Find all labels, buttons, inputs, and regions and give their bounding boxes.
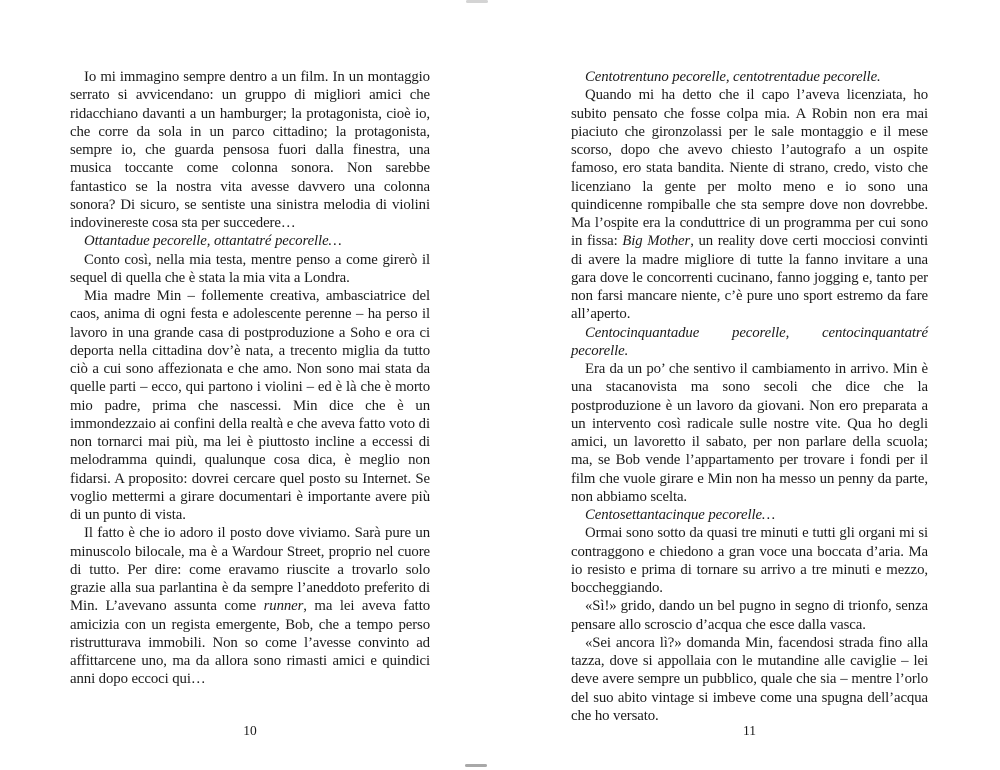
paragraph: «Sei ancora lì?» domanda Min, facendosi strada fino alla tazza, dove si appollaia con le mutandine alle caviglie – lei deve avere sempre un pubblico, quale che sia – mentre l’orlo del suo abito vintage si imbeve come una spugna dell’acqua che ho versato. <box>571 634 928 724</box>
paragraph: Il fatto è che io adoro il posto dove viviamo. Sarà pure un minuscolo bilocale, ma è a Wardour Street, proprio nel cuore di tutto. Per dire: come eravamo riuscite a trovarlo solo grazie alla sua parlantina è da sempre l’aneddoto preferito di Min. L’avevano assunta come runner, ma lei aveva fatto amicizia con un regista emergente, Bob, che a tempo perso ristrutturava immobili. Non so come l’avesse convinto ad affittarcene uno, ma da allora sono rimasti amici e quindici anni dopo eccoci qui… <box>70 525 431 688</box>
page-text <box>571 68 928 725</box>
paragraph: Ormai sono sotto da quasi tre minuti e tutti gli organi mi si contraggono e chiedono a gran voce una boccata d’aria. Ma io resisto e prima di tornare su arrivo a tre minuti e mezzo, boccheggiando. <box>571 525 928 596</box>
page-right <box>571 68 928 725</box>
paragraph: Quando mi ha detto che il capo l’aveva licenziata, ho subito pensato che fosse colpa mia. A Robin non era mai piaciuto che gironzolassi per le sale montaggio e il mese scorso, dopo che avevo chiesto l’autografo a un ospite famoso, ero stata bandita. Niente di strano, credo, visto che licenziano la gente per molto meno e io sono una quindicenne rompiballe che sta sempre dove non dovrebbe. Ma l’ospite era la conduttrice di un programma per cui sono in fissa: Big Mother, un reality dove certi mocciosi convinti di avere la madre migliore di tutte la fanno invitare a una gara dove le concorrenti cucinano, fanno jogging e, tanto per non farsi mancare niente, c’è pure uno sport estremo da fare all’aperto. <box>571 87 928 323</box>
verse-line: Centosettantacinque pecorelle… <box>585 507 775 523</box>
page-number-left: 10 <box>243 723 257 738</box>
paragraph: Conto così, nella mia testa, mentre penso a come girerò il sequel di quella che è stata la mia vita a Londra. <box>70 251 430 286</box>
paragraph: Io mi immagino sempre dentro a un film. In un montaggio serrato si avvicendano: un gruppo di migliori amici che ridacchiano davanti a un hamburger; la protagonista, cioè io, che corre da sola in un parco cittadino; la protagonista, sempre io, che guarda pensosa fuori dalla finestra, una musica toccante come colonna sonora. Non sarebbe fantastico se la nostra vita avesse davvero una colonna sonora? Di sicuro, se sentiste una sinistra melodia di violini indovinereste cosa sta per succedere… <box>70 69 430 231</box>
paragraph: Mia madre Min – follemente creativa, ambasciatrice del caos, anima di ogni festa e adolescente perenne – ha perso il lavoro in una grande casa di postproduzione a Soho e ora ci deporta nella cittadina dov’è nata, a trecento miglia da tutto ciò a cui sono affezionata e che amo. Non sono mai stata da quelle parti – ecco, qui partono i violini – ed è là che è morto mio padre, prima che nascessi. Min dice che è un immondezzaio ai confini della realtà e che aveva fatto voto di non tornarci mai più, ma lei è piuttosto incline a eccessi di melodramma quindi, qualunque cosa dica, è meglio non fidarsi. A proposito: dovrei cercare quel posto su Internet. Se voglio mettermi a girare documentari è importante avere più di un punto di vista. <box>70 288 430 523</box>
paragraph: «Sì!» grido, dando un bel pugno in segno di trionfo, senza pensare allo scroscio d’acqua che esce dalla vasca. <box>571 598 928 633</box>
page-number-right: 11 <box>743 723 756 738</box>
verse-line: Centocinquantadue pecorelle, centocinquantatré pecorelle. <box>571 324 928 359</box>
paragraph: Era da un po’ che sentivo il cambiamento in arrivo. Min è una stacanovista ma sono secoli che dice che la postproduzione è un lavoro da giovani. Non ero preparata a un intervento così radicale sulle nostre vite. Qua ho degli amici, un lavoretto il sabato, per non parlare della scuola; ma, se Bob vende l’appartamento per trovare i fondi per il film che vuole girare e Min non ha messo un penny da parte, non abbiamo scelta. <box>571 361 928 505</box>
bottom-drag-handle <box>465 764 487 767</box>
top-drag-handle <box>466 0 488 3</box>
page-text <box>70 68 430 689</box>
verse-line: Ottantadue pecorelle, ottantatré pecorelle… <box>84 233 342 250</box>
verse-line: Centotrentuno pecorelle, centotrentadue pecorelle. <box>585 69 881 85</box>
page-left <box>70 68 430 689</box>
